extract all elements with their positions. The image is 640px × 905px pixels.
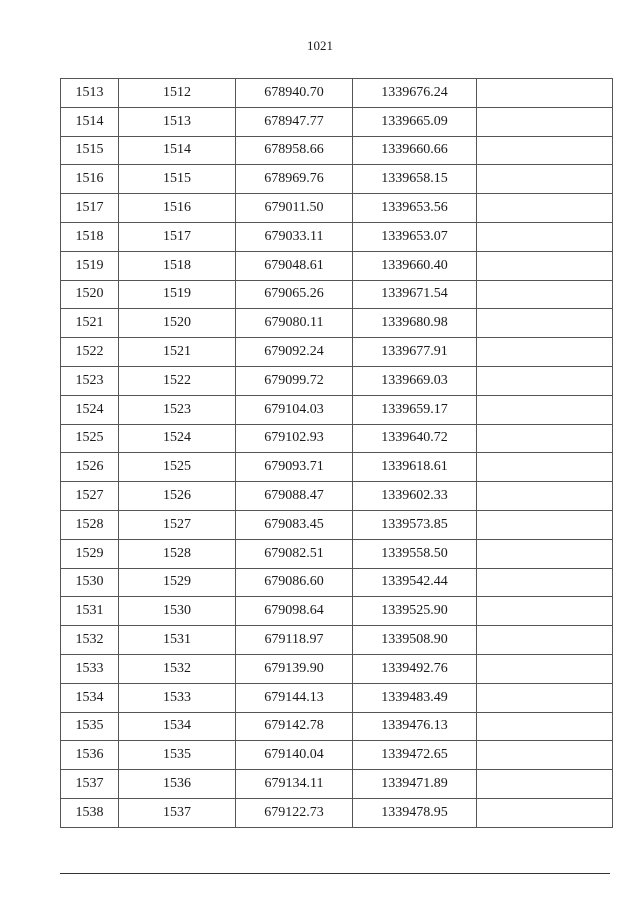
note-cell: [477, 539, 613, 568]
note-cell: [477, 79, 613, 108]
point-number-cell: 1516: [61, 165, 119, 194]
previous-point-cell: 1536: [119, 770, 236, 799]
y-coordinate-cell: 1339508.90: [353, 626, 477, 655]
table-row: [61, 222, 613, 251]
previous-point-cell: 1512: [119, 79, 236, 108]
point-number-cell: 1519: [61, 251, 119, 280]
note-cell: [477, 251, 613, 280]
x-coordinate-cell: 679083.45: [236, 510, 353, 539]
point-number-cell: 1531: [61, 597, 119, 626]
point-number-cell: 1532: [61, 626, 119, 655]
table-row: [61, 395, 613, 424]
point-number-cell: 1528: [61, 510, 119, 539]
y-coordinate-cell: 1339680.98: [353, 309, 477, 338]
point-number-cell: 1537: [61, 770, 119, 799]
point-number-cell: 1515: [61, 136, 119, 165]
table-row: [61, 280, 613, 309]
x-coordinate-cell: 678969.76: [236, 165, 353, 194]
y-coordinate-cell: 1339676.24: [353, 79, 477, 108]
y-coordinate-cell: 1339525.90: [353, 597, 477, 626]
previous-point-cell: 1534: [119, 712, 236, 741]
note-cell: [477, 309, 613, 338]
x-coordinate-cell: 679134.11: [236, 770, 353, 799]
previous-point-cell: 1527: [119, 510, 236, 539]
y-coordinate-cell: 1339472.65: [353, 741, 477, 770]
y-coordinate-cell: 1339653.07: [353, 222, 477, 251]
x-coordinate-cell: 679118.97: [236, 626, 353, 655]
table-row: [61, 798, 613, 827]
note-cell: [477, 194, 613, 223]
previous-point-cell: 1535: [119, 741, 236, 770]
y-coordinate-cell: 1339573.85: [353, 510, 477, 539]
previous-point-cell: 1518: [119, 251, 236, 280]
note-cell: [477, 395, 613, 424]
point-number-cell: 1536: [61, 741, 119, 770]
point-number-cell: 1533: [61, 654, 119, 683]
note-cell: [477, 482, 613, 511]
previous-point-cell: 1521: [119, 338, 236, 367]
x-coordinate-cell: 678958.66: [236, 136, 353, 165]
note-cell: [477, 165, 613, 194]
point-number-cell: 1513: [61, 79, 119, 108]
y-coordinate-cell: 1339665.09: [353, 107, 477, 136]
previous-point-cell: 1530: [119, 597, 236, 626]
table-row: [61, 741, 613, 770]
table-row: [61, 338, 613, 367]
x-coordinate-cell: 678947.77: [236, 107, 353, 136]
x-coordinate-cell: 679092.24: [236, 338, 353, 367]
x-coordinate-cell: 679065.26: [236, 280, 353, 309]
note-cell: [477, 654, 613, 683]
note-cell: [477, 798, 613, 827]
x-coordinate-cell: 679082.51: [236, 539, 353, 568]
point-number-cell: 1520: [61, 280, 119, 309]
y-coordinate-cell: 1339483.49: [353, 683, 477, 712]
table-row: [61, 424, 613, 453]
point-number-cell: 1530: [61, 568, 119, 597]
coordinate-table: [60, 78, 613, 828]
x-coordinate-cell: 679140.04: [236, 741, 353, 770]
y-coordinate-cell: 1339602.33: [353, 482, 477, 511]
note-cell: [477, 453, 613, 482]
previous-point-cell: 1523: [119, 395, 236, 424]
x-coordinate-cell: 679033.11: [236, 222, 353, 251]
page-number: 1021: [307, 38, 333, 53]
point-number-cell: 1526: [61, 453, 119, 482]
x-coordinate-cell: 679086.60: [236, 568, 353, 597]
y-coordinate-cell: 1339653.56: [353, 194, 477, 223]
previous-point-cell: 1524: [119, 424, 236, 453]
previous-point-cell: 1531: [119, 626, 236, 655]
x-coordinate-cell: 679102.93: [236, 424, 353, 453]
note-cell: [477, 626, 613, 655]
y-coordinate-cell: 1339618.61: [353, 453, 477, 482]
previous-point-cell: 1533: [119, 683, 236, 712]
note-cell: [477, 770, 613, 799]
y-coordinate-cell: 1339492.76: [353, 654, 477, 683]
table-row: [61, 712, 613, 741]
y-coordinate-cell: 1339476.13: [353, 712, 477, 741]
y-coordinate-cell: 1339471.89: [353, 770, 477, 799]
table-row: [61, 626, 613, 655]
x-coordinate-cell: 679093.71: [236, 453, 353, 482]
previous-point-cell: 1520: [119, 309, 236, 338]
previous-point-cell: 1522: [119, 366, 236, 395]
x-coordinate-cell: 679144.13: [236, 683, 353, 712]
note-cell: [477, 222, 613, 251]
y-coordinate-cell: 1339640.72: [353, 424, 477, 453]
table-row: [61, 251, 613, 280]
y-coordinate-cell: 1339542.44: [353, 568, 477, 597]
point-number-cell: 1523: [61, 366, 119, 395]
x-coordinate-cell: 679048.61: [236, 251, 353, 280]
table-row: [61, 770, 613, 799]
table-row: [61, 683, 613, 712]
table-row: [61, 539, 613, 568]
note-cell: [477, 741, 613, 770]
y-coordinate-cell: 1339478.95: [353, 798, 477, 827]
table-row: [61, 366, 613, 395]
point-number-cell: 1522: [61, 338, 119, 367]
y-coordinate-cell: 1339671.54: [353, 280, 477, 309]
previous-point-cell: 1517: [119, 222, 236, 251]
note-cell: [477, 597, 613, 626]
point-number-cell: 1538: [61, 798, 119, 827]
table-body: [61, 79, 613, 828]
y-coordinate-cell: 1339658.15: [353, 165, 477, 194]
y-coordinate-cell: 1339558.50: [353, 539, 477, 568]
table-row: [61, 510, 613, 539]
previous-point-cell: 1514: [119, 136, 236, 165]
note-cell: [477, 136, 613, 165]
table-row: [61, 194, 613, 223]
note-cell: [477, 366, 613, 395]
x-coordinate-cell: 679122.73: [236, 798, 353, 827]
y-coordinate-cell: 1339659.17: [353, 395, 477, 424]
table-row: [61, 79, 613, 108]
y-coordinate-cell: 1339677.91: [353, 338, 477, 367]
note-cell: [477, 338, 613, 367]
x-coordinate-cell: 679104.03: [236, 395, 353, 424]
table-row: [61, 165, 613, 194]
x-coordinate-cell: 679099.72: [236, 366, 353, 395]
note-cell: [477, 568, 613, 597]
point-number-cell: 1514: [61, 107, 119, 136]
previous-point-cell: 1526: [119, 482, 236, 511]
previous-point-cell: 1513: [119, 107, 236, 136]
note-cell: [477, 510, 613, 539]
x-coordinate-cell: 679011.50: [236, 194, 353, 223]
table-row: [61, 107, 613, 136]
previous-point-cell: 1529: [119, 568, 236, 597]
point-number-cell: 1518: [61, 222, 119, 251]
x-coordinate-cell: 679139.90: [236, 654, 353, 683]
table-row: [61, 482, 613, 511]
point-number-cell: 1529: [61, 539, 119, 568]
x-coordinate-cell: 679142.78: [236, 712, 353, 741]
point-number-cell: 1525: [61, 424, 119, 453]
point-number-cell: 1524: [61, 395, 119, 424]
note-cell: [477, 107, 613, 136]
point-number-cell: 1517: [61, 194, 119, 223]
note-cell: [477, 683, 613, 712]
previous-point-cell: 1532: [119, 654, 236, 683]
x-coordinate-cell: 679080.11: [236, 309, 353, 338]
x-coordinate-cell: 678940.70: [236, 79, 353, 108]
previous-point-cell: 1537: [119, 798, 236, 827]
point-number-cell: 1521: [61, 309, 119, 338]
table-row: [61, 654, 613, 683]
footer-rule: [60, 873, 610, 874]
note-cell: [477, 424, 613, 453]
previous-point-cell: 1519: [119, 280, 236, 309]
y-coordinate-cell: 1339660.40: [353, 251, 477, 280]
table-row: [61, 597, 613, 626]
point-number-cell: 1527: [61, 482, 119, 511]
table-row: [61, 568, 613, 597]
y-coordinate-cell: 1339669.03: [353, 366, 477, 395]
y-coordinate-cell: 1339660.66: [353, 136, 477, 165]
previous-point-cell: 1516: [119, 194, 236, 223]
point-number-cell: 1534: [61, 683, 119, 712]
x-coordinate-cell: 679098.64: [236, 597, 353, 626]
point-number-cell: 1535: [61, 712, 119, 741]
note-cell: [477, 280, 613, 309]
previous-point-cell: 1528: [119, 539, 236, 568]
table-row: [61, 136, 613, 165]
x-coordinate-cell: 679088.47: [236, 482, 353, 511]
previous-point-cell: 1515: [119, 165, 236, 194]
previous-point-cell: 1525: [119, 453, 236, 482]
table-row: [61, 453, 613, 482]
note-cell: [477, 712, 613, 741]
table-row: [61, 309, 613, 338]
